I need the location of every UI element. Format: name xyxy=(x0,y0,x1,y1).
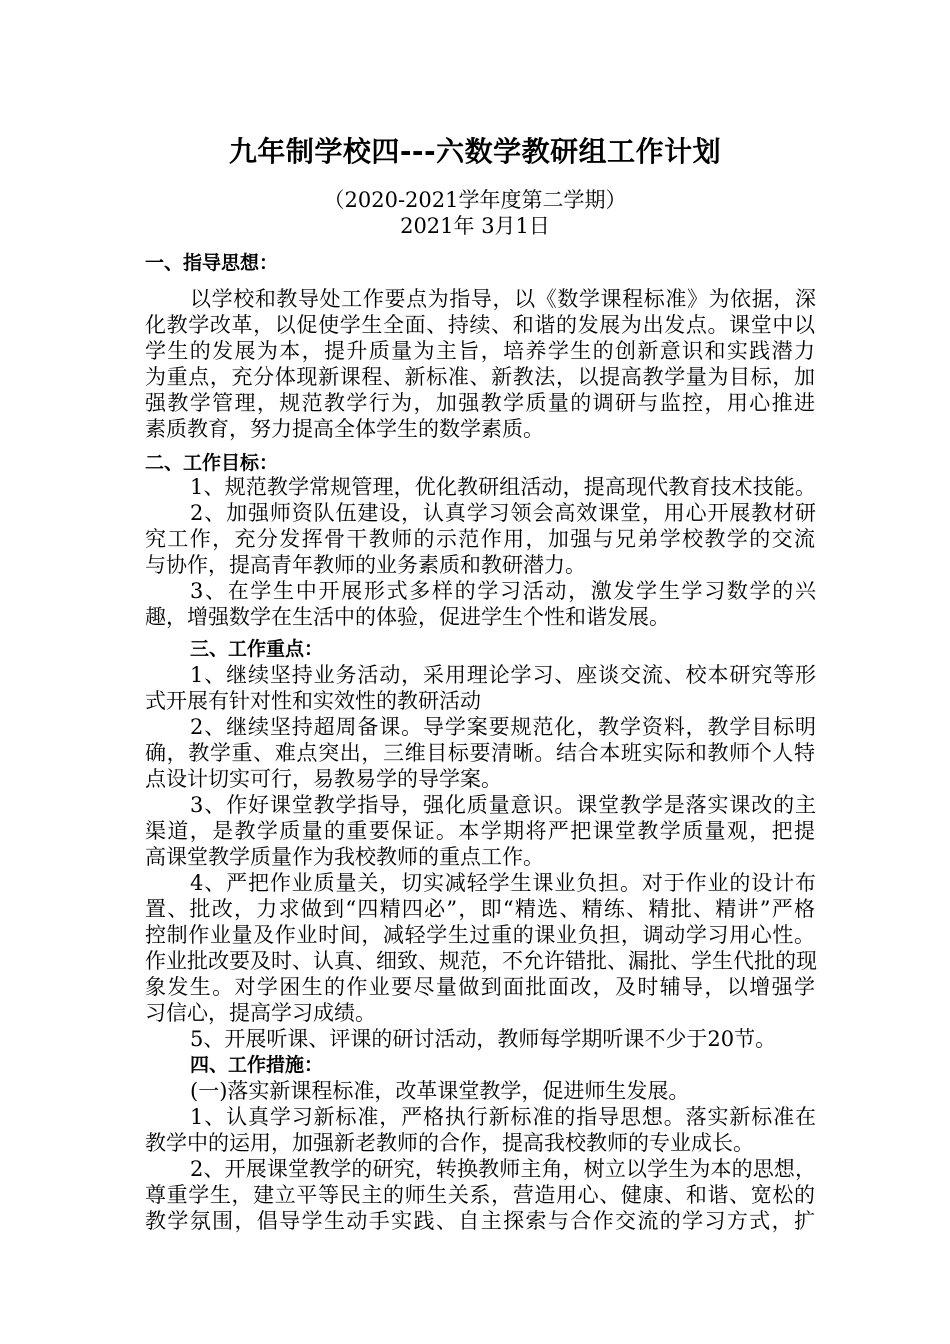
paragraph-line: 教学中的运用，加强新老教师的合作，提高我校教师的专业成长。 xyxy=(145,1131,754,1155)
paragraph-line: 2、开展课堂教学的研究，转换教师主角，树立以学生为本的思想， xyxy=(190,1157,816,1181)
paragraph-line: 素质教育，努力提高全体学生的数学素质。 xyxy=(145,417,544,441)
paragraph-line: 化教学改革，以促使学生全面、持续、和谐的发展为出发点。课堂中以 xyxy=(145,313,815,337)
paragraph-line: 确，教学重、难点突出，三维目标要清晰。结合本班实际和教师个人特 xyxy=(145,741,815,765)
paragraph-line: 3、作好课堂教学指导，强化质量意识。课堂教学是落实课改的主 xyxy=(190,793,816,817)
paragraph-line: 强教学管理，规范教学行为，加强教学质量的调研与监控，用心推进 xyxy=(145,391,815,415)
paragraph-line: 学生的发展为本，提升质量为主旨，培养学生的创新意识和实践潜力 xyxy=(145,339,815,363)
paragraph-line: 与协作，提高青年教师的业务素质和教研潜力。 xyxy=(145,553,586,577)
paragraph-line: 尊重学生，建立平等民主的师生关系，营造用心、健康、和谐、宽松的 xyxy=(145,1183,815,1207)
document-title: 九年制学校四---六数学教研组工作计划 xyxy=(228,135,722,168)
document-date: 2021年 3月1日 xyxy=(400,214,550,238)
section-heading-work-measures: 四、工作措施： xyxy=(190,1054,324,1076)
paragraph-line: 趣，增强数学在生活中的体验，促进学生个性和谐发展。 xyxy=(145,605,670,629)
paragraph-line: 3、在学生中开展形式多样的学习活动，激发学生学习数学的兴 xyxy=(190,579,816,603)
paragraph-line: 4、严把作业质量关，切实减轻学生课业负担。对于作业的设计布 xyxy=(190,871,816,895)
paragraph-line: 教学氛围，倡导学生动手实践、自主探索与合作交流的学习方式，扩 xyxy=(145,1209,815,1233)
paragraph-line: 1、继续坚持业务活动，采用理论学习、座谈交流、校本研究等形 xyxy=(190,663,816,687)
paragraph-line: 渠道，是教学质量的重要保证。本学期将严把课堂教学质量观，把提 xyxy=(145,819,815,843)
section-heading-work-focus: 三、工作重点： xyxy=(190,638,324,660)
paragraph-line: 高课堂教学质量作为我校教师的重点工作。 xyxy=(145,845,544,869)
section-heading-work-goals: 二、工作目标： xyxy=(145,452,279,474)
paragraph-line: 5、开展听课、评课的研讨活动，教师每学期听课不少于20节。 xyxy=(190,1027,777,1051)
paragraph-line: 式开展有针对性和实效性的教研活动 xyxy=(145,689,481,713)
paragraph-line: 究工作，充分发挥骨干教师的示范作用，加强与兄弟学校教学的交流 xyxy=(145,527,815,551)
paragraph-line: 点设计切实可行，易教易学的导学案。 xyxy=(145,767,502,791)
paragraph-line: 习信心，提高学习成绩。 xyxy=(145,1001,376,1025)
paragraph-line: 为重点，充分体现新课程、新标准、新教法，以提高教学量为目标，加 xyxy=(145,365,815,389)
paragraph-line: 象发生。对学困生的作业要尽量做到面批面改，及时辅导，以增强学 xyxy=(145,975,815,999)
paragraph-line: 置、批改，力求做到“四精四必”，即“精选、精练、精批、精讲”严格 xyxy=(145,897,815,921)
paragraph-line: 1、规范教学常规管理，优化教研组活动，提高现代教育技术技能。 xyxy=(190,475,816,499)
paragraph-line: 控制作业量及作业时间，减轻学生过重的课业负担，调动学习用心性。 xyxy=(145,923,815,947)
paragraph-line: 作业批改要及时、认真、细致、规范，不允许错批、漏批、学生代批的现 xyxy=(145,949,817,973)
paragraph-line: 2、加强师资队伍建设，认真学习领会高效课堂，用心开展教材研 xyxy=(190,501,816,525)
paragraph-line: 1、认真学习新标准，严格执行新标准的指导思想。落实新标准在 xyxy=(190,1105,816,1129)
paragraph-line: 以学校和教导处工作要点为指导，以《数学课程标准》为依据，深 xyxy=(190,287,816,311)
document-term: （2020-2021学年度第二学期） xyxy=(323,188,627,212)
section-heading-guiding-thought: 一、指导思想： xyxy=(145,252,279,274)
paragraph-line: (一)落实新课程标准，改革课堂教学，促进师生发展。 xyxy=(190,1079,690,1103)
paragraph-line: 2、继续坚持超周备课。导学案要规范化，教学资料，教学目标明 xyxy=(190,715,816,739)
